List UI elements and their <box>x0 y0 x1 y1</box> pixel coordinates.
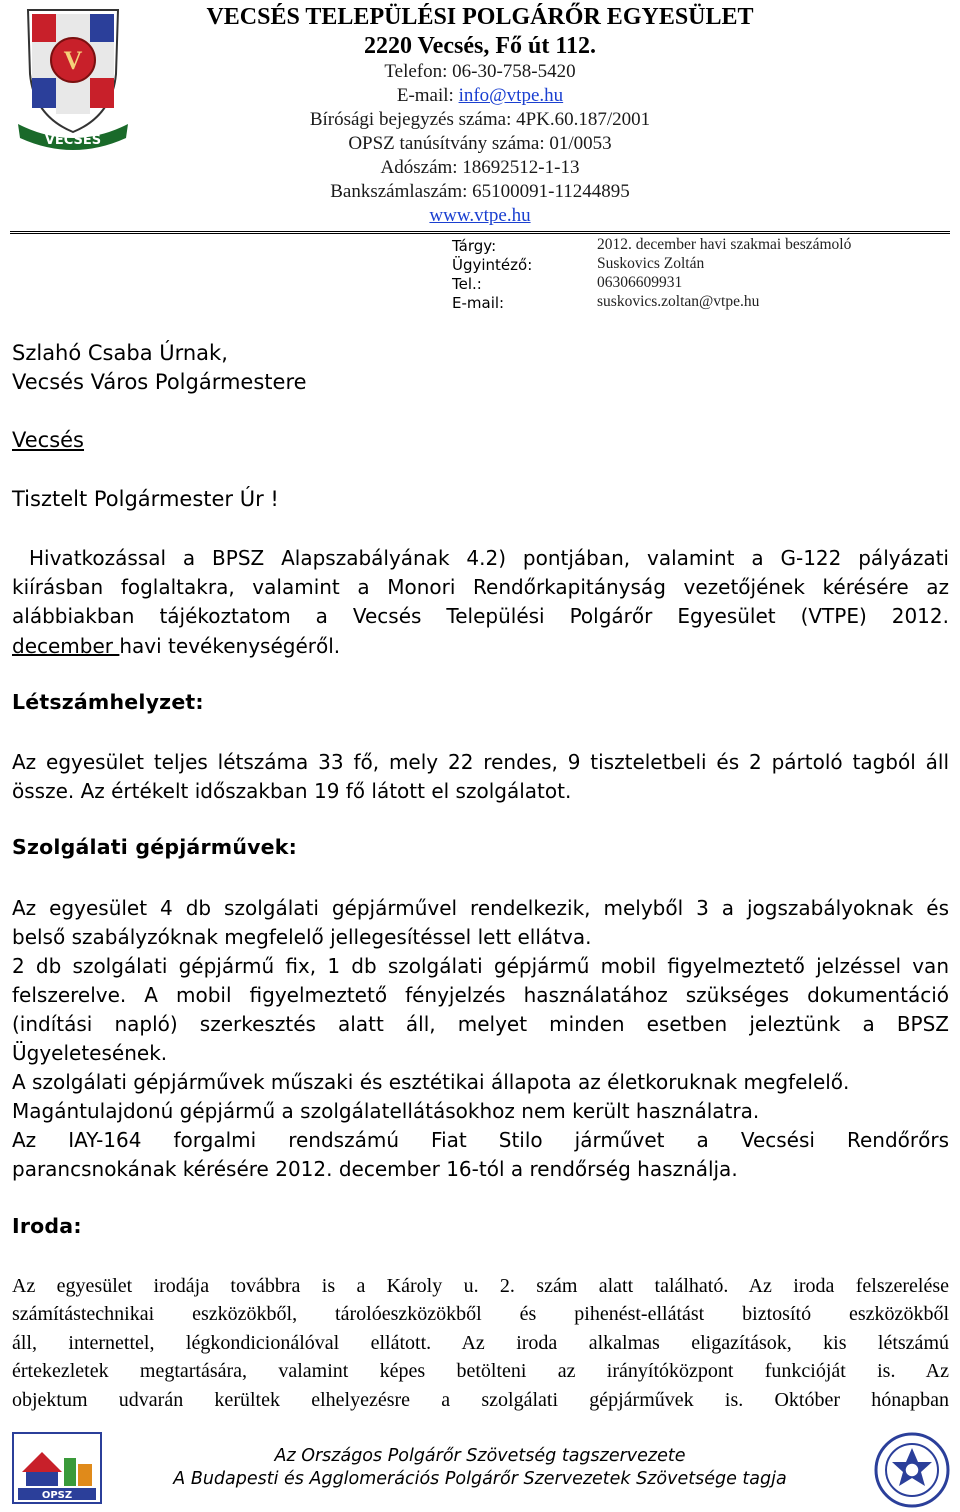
intro-line-4-rest: havi tevékenységéről. <box>119 634 341 658</box>
svg-text:OPSZ: OPSZ <box>41 1490 73 1501</box>
addressee-title: Vecsés Város Polgármestere <box>12 370 307 394</box>
intro-line-3: alábbiakban tájékoztatom a Vecsés Települési Polgárőr Egyesület (VTPE) 2012. <box>12 604 949 628</box>
vehicles-heading: Szolgálati gépjárművek: <box>12 835 298 859</box>
vehicles-line-7: A szolgálati gépjárművek műszaki és esztétikai állapota az életkoruknak megfelelő. <box>12 1070 850 1094</box>
intro-line-2: kiírásban foglaltakra, valamint a Monori Rendőrkapitányság vezetőjének kérésére az <box>12 575 949 599</box>
bpsz-seal-logo <box>874 1432 950 1508</box>
vehicles-line-2: belső szabályzóknak megfelelő jellegesítéssel lett ellátva. <box>12 925 592 949</box>
email-label: E-mail: <box>452 294 505 312</box>
footer-line-2: A Budapesti és Agglomerációs Polgárőr Szervezetek Szövetsége tagja <box>173 1469 787 1489</box>
tax-number: Adószám: 18692512-1-13 <box>380 157 580 178</box>
vehicles-line-5: (indítási napló) szerkesztés alatt áll, melyet minden esetben jeleztünk a BPSZ <box>12 1012 949 1036</box>
vehicles-line-4: felszerelve. A mobil figyelmeztető fényjelzés használatához szükséges dokumentáció <box>12 983 949 1007</box>
website-line <box>160 205 800 227</box>
email-value: suskovics.zoltan@vtpe.hu <box>597 293 760 310</box>
org-name: VECSÉS TELEPÜLÉSI POLGÁRŐR EGYESÜLET <box>206 4 754 30</box>
phone-value: 06306609931 <box>597 274 683 291</box>
office-line-1: Az egyesület irodája továbbra is a Károly u. 2. szám alatt található. Az iroda felszerelése <box>12 1275 949 1297</box>
opsz-certificate: OPSZ tanúsítvány száma: 01/0053 <box>348 133 612 154</box>
intro-line-1: Hivatkozással a BPSZ Alapszabályának 4.2) pontjában, valamint a G-122 pályázati <box>29 546 949 570</box>
staff-line-2: össze. Az értékelt időszakban 19 fő látott el szolgálatot. <box>12 779 572 803</box>
header-divider-top <box>10 231 950 232</box>
vehicles-line-6: Ügyeletesének. <box>12 1041 168 1065</box>
vehicles-line-3: 2 db szolgálati gépjármű fix, 1 db szolgálati gépjármű mobil figyelmeztető jelzéssel van <box>12 954 949 978</box>
staff-heading: Létszámhelyzet: <box>12 690 204 714</box>
subject-value: 2012. december havi szakmai beszámoló <box>597 236 852 253</box>
addressee-name: Szlahó Csaba Úrnak, <box>12 341 228 365</box>
court-registration: Bírósági bejegyzés száma: 4PK.60.187/2001 <box>309 109 651 130</box>
intro-month-underlined: december <box>12 634 120 658</box>
office-line-4: értekezletek megtartására, valamint képes betölteni az irányítóközpont funkcióját is. Az <box>12 1360 949 1382</box>
intro-line-4 <box>12 632 949 661</box>
svg-text:VECSÉS: VECSÉS <box>44 133 102 148</box>
staff-line-1: Az egyesület teljes létszáma 33 fő, mely 22 rendes, 9 tiszteletbeli és 2 pártoló tagból áll <box>12 750 949 774</box>
org-email-line <box>160 85 800 107</box>
bank-account: Bankszámlaszám: 65100091-11244895 <box>330 181 630 202</box>
office-heading: Iroda: <box>12 1214 82 1238</box>
org-phone: Telefon: 06-30-758-5420 <box>384 61 576 82</box>
handler-value: Suskovics Zoltán <box>597 255 705 272</box>
vehicles-line-10: parancsnokának kérésére 2012. december 16-tól a rendőrség használja. <box>12 1157 738 1181</box>
phone-label: Tel.: <box>452 275 482 293</box>
footer-line-1: Az Országos Polgárőr Szövetség tagszervezete <box>274 1446 686 1466</box>
office-line-5: objektum udvarán kerültek elhelyezésre a szolgálati gépjárművek is. Október hónapban <box>12 1389 949 1411</box>
vehicles-line-8: Magántulajdonú gépjármű a szolgálatellátásokhoz nem került használatra. <box>12 1099 760 1123</box>
opsz-logo <box>12 1432 102 1504</box>
svg-text:V: V <box>63 46 83 75</box>
website-link[interactable]: www.vtpe.hu <box>429 205 531 226</box>
org-address: 2220 Vecsés, Fő út 112. <box>363 33 596 59</box>
subject-label: Tárgy: <box>452 237 497 255</box>
office-line-3: áll, internettel, légkondicionálóval ellátott. Az iroda alkalmas eligazítások, kis létszámú <box>12 1332 949 1354</box>
org-email-label: E-mail: <box>396 85 459 106</box>
office-line-2: számítástechnikai eszközökből, tárolóeszközökből és pihenést-ellátást biztosító eszközökből <box>12 1303 949 1325</box>
header-divider-bottom <box>10 233 950 234</box>
org-email-link[interactable]: info@vtpe.hu <box>458 85 564 106</box>
city-crest-logo <box>8 4 138 154</box>
vehicles-line-9: Az IAY-164 forgalmi rendszámú Fiat Stilo járművet a Vecsési Rendőrőrs <box>12 1128 949 1152</box>
handler-label: Ügyintéző: <box>452 256 533 274</box>
addressee-city: Vecsés <box>12 428 85 452</box>
vehicles-line-1: Az egyesület 4 db szolgálati gépjárművel rendelkezik, melyből 3 a jogszabályoknak és <box>12 896 949 920</box>
greeting: Tisztelt Polgármester Úr ! <box>12 487 279 511</box>
